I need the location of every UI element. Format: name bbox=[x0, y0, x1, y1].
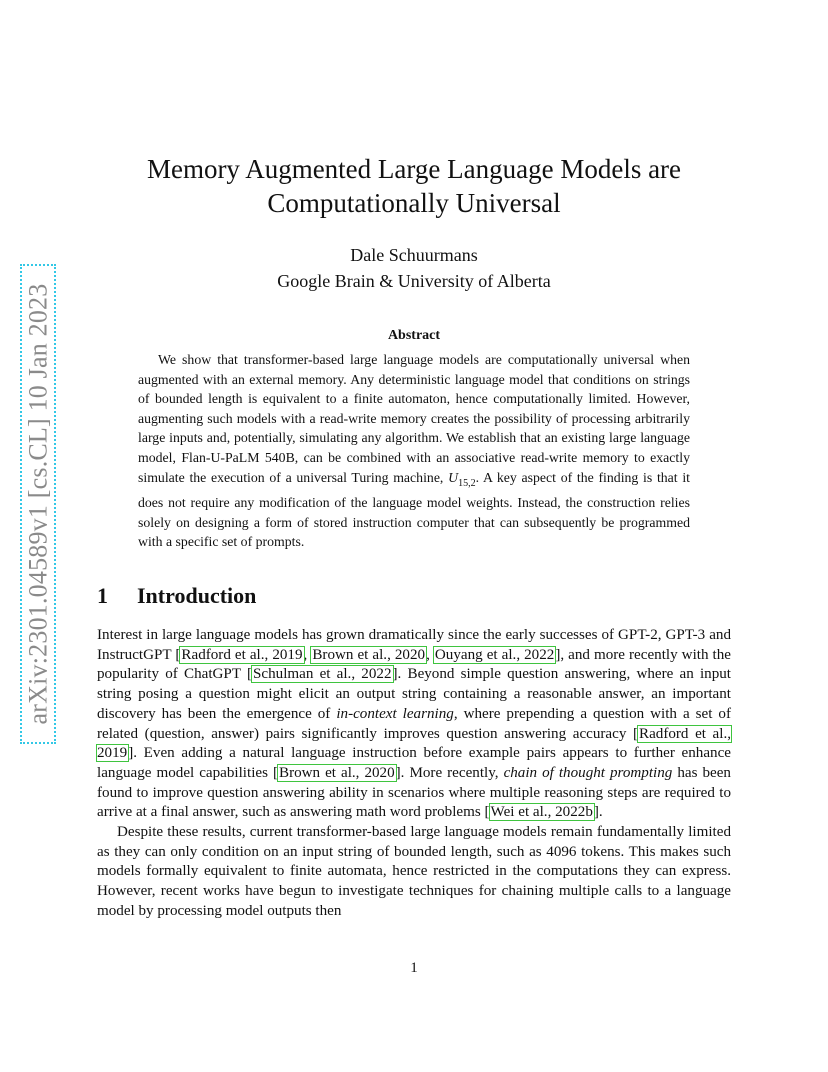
introduction-body bbox=[97, 626, 731, 922]
author-name: Dale Schuurmans bbox=[350, 245, 478, 265]
citation-link[interactable]: Schulman et al., 2022 bbox=[253, 666, 392, 683]
citation-link[interactable]: Ouyang et al., 2022 bbox=[434, 646, 555, 663]
math-symbol-u: U bbox=[448, 469, 459, 485]
title-line-2: Computationally Universal bbox=[267, 188, 561, 218]
arxiv-identifier-text: arXiv:2301.04589v1 [cs.CL] 10 Jan 2023 bbox=[23, 283, 53, 725]
text-span: ]. Even adding a natural language instruction before example pairs appears to further enhance language model capabilities [ bbox=[97, 745, 731, 781]
math-subscript: 15,2 bbox=[458, 477, 476, 489]
text-span: has been found to improve question answering ability in scenarios where multiple reasoning steps are required to arrive at a final answer, such as answering math word problems [ bbox=[97, 764, 731, 821]
citation-link[interactable]: Wei et al., 2022b bbox=[490, 804, 593, 821]
page-number: 1 bbox=[410, 960, 418, 976]
section-heading-introduction bbox=[97, 583, 256, 609]
section-title: Introduction bbox=[137, 583, 257, 608]
author-block bbox=[96, 242, 732, 294]
abstract-text-2: . A key aspect of the finding is that it does not require any modification of the language model weights. Instead, the construction relies solely on designing a form of stored instruction computer that can subsequently be programmed with a specific set of prompts. bbox=[138, 469, 691, 550]
paper-title bbox=[96, 152, 732, 220]
abstract-text-1: We show that transformer-based large language models are computationally universal when augmented with an external memory. Any deterministic language model that conditions on strings of bounded length is equivalent to a finite automaton, hence computationally limited. However, augmenting such models with a read-write memory creates the possibility of processing arbitrarily large inputs and, potentially, simulating any algorithm. We establish that an existing large language model, Flan-U-PaLM 540B, can be combined with an associative read-write memory to exactly simulate the execution of a universal Turing machine, bbox=[138, 352, 690, 485]
arxiv-identifier-stamp[interactable] bbox=[20, 264, 56, 744]
citation-link[interactable]: Brown et al., 2020 bbox=[279, 764, 395, 781]
citation-link[interactable]: Radford et al., 2019 bbox=[97, 725, 731, 762]
emphasis-text: chain of thought prompting bbox=[503, 764, 673, 781]
paragraph-2: Despite these results, current transformer-based large language models remain fundamentally limited as they can only condition on an input string of bounded length, such as 4096 tokens. This makes such models formally equivalent to finite automata, hence restricted in the computations they can express. However, recent works have begun to investigate techniques for chaining multiple calls to a language model by processing model outputs then bbox=[97, 824, 731, 919]
text-span: ], and more recently with the popularity of ChatGPT [ bbox=[97, 646, 731, 683]
paragraph-1 bbox=[97, 626, 731, 823]
author-affiliation: Google Brain & University of Alberta bbox=[277, 271, 551, 291]
text-span: Interest in large language models has grown dramatically since the early successes of GPT-2, GPT-3 and InstructGPT [ bbox=[97, 627, 731, 663]
abstract-heading: Abstract bbox=[387, 328, 441, 343]
emphasis-text: in-context learning bbox=[336, 705, 454, 722]
citation-link[interactable]: Radford et al., 2019 bbox=[181, 646, 303, 663]
section-number: 1 bbox=[97, 583, 108, 608]
text-span: , bbox=[303, 646, 312, 663]
text-span: ]. Beyond simple question answering, where an input string posing a question might elicit an output string containing a reasonable answer, an important discovery has been the emergence of bbox=[97, 666, 731, 722]
abstract-paragraph bbox=[138, 350, 690, 552]
text-span: ]. More recently, bbox=[395, 764, 504, 781]
text-span: ]. bbox=[593, 804, 603, 821]
abstract-body bbox=[138, 350, 690, 552]
title-line-1: Memory Augmented Large Language Models are bbox=[146, 154, 682, 184]
text-span: , bbox=[426, 646, 434, 663]
citation-link[interactable]: Brown et al., 2020 bbox=[312, 646, 426, 663]
text-span: , where prepending a question with a set of related (question, answer) pairs significantly improves question answering accuracy [ bbox=[97, 705, 731, 742]
